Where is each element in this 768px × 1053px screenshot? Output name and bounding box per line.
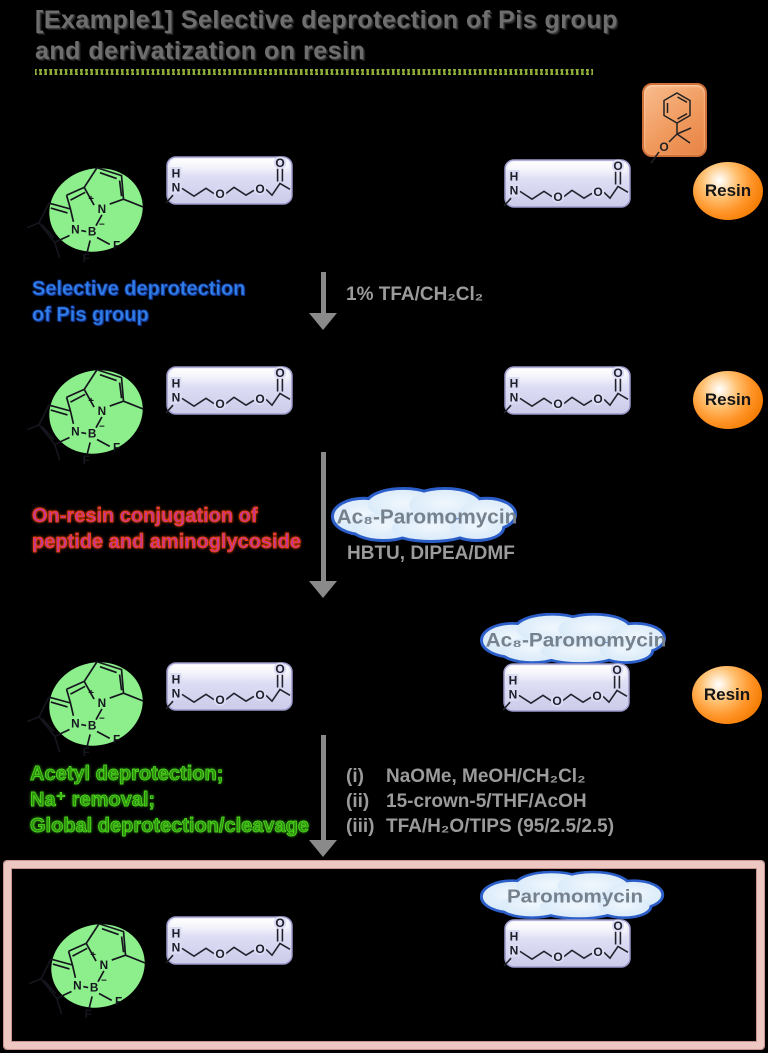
page-title-line2: and derivatization on resin	[35, 37, 366, 65]
step1-reagent: 1% TFA/CH₂Cl₂	[346, 284, 484, 305]
peg-linker-box	[166, 662, 293, 711]
atom-n: N	[509, 183, 519, 198]
atom-f: F	[82, 746, 90, 760]
atom-h: H	[508, 673, 518, 688]
ac8-paromomycin-cloud	[477, 611, 675, 664]
linker-box-gloss	[508, 922, 627, 939]
atom-n: N	[71, 425, 80, 439]
atom-h: H	[171, 376, 181, 391]
atom-b: B	[87, 719, 97, 733]
atom-h: H	[171, 672, 181, 687]
page-title-line1: [Example1] Selective deprotection of Pis group	[35, 6, 618, 34]
atom-o: O	[255, 688, 265, 703]
ac8-paromomycin-cloud	[328, 485, 526, 542]
atom-h: H	[509, 169, 519, 184]
peg-linker-box	[503, 663, 630, 712]
title-underline	[35, 69, 593, 75]
cloud-label: Ac₈-Paromomycin	[485, 630, 667, 652]
step2-label-line1: On-resin conjugation of	[32, 505, 258, 527]
atom-n: N	[509, 943, 519, 958]
condition-text: TFA/H₂O/TIPS (95/2.5/2.5)	[386, 816, 615, 837]
minus-charge: −	[99, 713, 105, 725]
linker-box-gloss	[507, 666, 626, 683]
plus-charge: +	[88, 194, 94, 206]
atom-o: O	[613, 365, 623, 380]
condition-number: (i)	[346, 766, 364, 787]
linker-box-gloss	[508, 162, 627, 179]
condition-i	[346, 764, 614, 789]
plus-charge: +	[90, 950, 96, 962]
atom-f: F	[82, 252, 90, 266]
step3-label-line1: Acetyl deprotection;	[30, 763, 224, 785]
bodipy-fluorophore	[36, 910, 161, 1020]
atom-n-plus: N	[97, 202, 107, 216]
linker-box-gloss	[508, 369, 627, 386]
atom-o: O	[593, 392, 603, 407]
atom-n: N	[71, 717, 80, 731]
linker-box-gloss	[170, 159, 289, 176]
resin-label: Resin	[704, 181, 752, 200]
atom-o: O	[275, 365, 285, 380]
atom-n-plus: N	[97, 696, 107, 710]
minus-charge: −	[99, 219, 105, 231]
condition-ii	[346, 789, 614, 814]
linker-box-gloss	[170, 665, 289, 682]
step2-reagent: HBTU, DIPEA/DMF	[347, 543, 515, 564]
resin-label: Resin	[703, 685, 751, 704]
atom-h: H	[171, 166, 181, 181]
atom-o: O	[275, 915, 285, 930]
minus-charge: −	[99, 421, 105, 433]
resin-bead	[692, 666, 762, 724]
atom-o: O	[593, 945, 603, 960]
step1-label-line1: Selective deprotection	[32, 278, 246, 300]
atom-n: N	[73, 979, 82, 993]
atom-o: O	[255, 942, 265, 957]
step3-label-line2: Na⁺ removal;	[30, 789, 156, 811]
atom-o: O	[553, 950, 563, 965]
atom-o: O	[659, 140, 669, 154]
atom-o: O	[592, 689, 602, 704]
cloud-label: Paromomycin	[506, 886, 644, 908]
bodipy-fluorophore	[34, 356, 159, 466]
peg-linker-box	[504, 366, 631, 415]
atom-o: O	[612, 662, 622, 677]
step3-label	[30, 761, 309, 839]
atom-n: N	[509, 390, 519, 405]
plus-charge: +	[88, 396, 94, 408]
minus-charge: −	[101, 975, 107, 987]
resin-bead	[693, 162, 763, 220]
peg-linker-box	[504, 159, 631, 208]
linker-box-gloss	[170, 369, 289, 386]
atom-b: B	[87, 225, 97, 239]
atom-n: N	[508, 687, 518, 702]
atom-o: O	[255, 182, 265, 197]
atom-o: O	[613, 158, 623, 173]
condition-text: NaOMe, MeOH/CH₂Cl₂	[386, 766, 586, 787]
atom-o: O	[275, 661, 285, 676]
reaction-arrow-3	[309, 735, 337, 857]
bodipy-fluorophore	[34, 648, 159, 758]
atom-o: O	[215, 187, 225, 202]
paromomycin-cloud	[477, 869, 673, 919]
atom-n-plus: N	[97, 404, 107, 418]
step1-label-line2: of Pis group	[32, 304, 149, 326]
condition-number: (ii)	[346, 791, 370, 812]
atom-o: O	[275, 155, 285, 170]
pis-structure-bonds	[651, 93, 691, 163]
arrow-head-icon	[309, 840, 337, 857]
atom-n: N	[171, 940, 181, 955]
peg-linker-box	[166, 916, 293, 965]
atom-h: H	[171, 926, 181, 941]
step2-label-line2: peptide and aminoglycoside	[32, 531, 301, 553]
resin-label: Resin	[704, 390, 752, 409]
peg-linker-box	[166, 366, 293, 415]
atom-f: F	[113, 441, 121, 455]
atom-o: O	[593, 185, 603, 200]
condition-number: (iii)	[346, 816, 375, 837]
linker-box-gloss	[170, 919, 289, 936]
atom-o: O	[552, 694, 562, 709]
condition-iii	[346, 814, 614, 839]
condition-text: 15-crown-5/THF/AcOH	[386, 791, 587, 812]
atom-n: N	[71, 223, 80, 237]
plus-charge: +	[88, 688, 94, 700]
atom-o: O	[215, 397, 225, 412]
pis-protecting-group	[642, 83, 707, 157]
arrow-head-icon	[309, 581, 337, 598]
atom-n: N	[171, 390, 181, 405]
atom-f: F	[113, 733, 121, 747]
atom-n: N	[171, 686, 181, 701]
atom-o: O	[215, 693, 225, 708]
atom-f: F	[82, 454, 90, 468]
atom-f: F	[113, 239, 121, 253]
atom-o: O	[553, 190, 563, 205]
peg-linker-box	[504, 919, 631, 968]
atom-n-plus: N	[99, 958, 109, 972]
atom-h: H	[509, 376, 519, 391]
peg-linker-box	[166, 156, 293, 205]
step1-label	[32, 276, 245, 328]
step3-label-line3: Global deprotection/cleavage	[30, 815, 309, 837]
atom-h: H	[509, 929, 519, 944]
atom-o: O	[553, 397, 563, 412]
atom-o: O	[255, 392, 265, 407]
atom-f: F	[84, 1008, 92, 1022]
arrow-head-icon	[309, 313, 337, 330]
step2-label	[32, 503, 301, 555]
atom-o: O	[215, 947, 225, 962]
cloud-label: Ac₈-Paromomycin	[336, 505, 518, 529]
resin-bead	[693, 371, 763, 429]
bodipy-fluorophore	[34, 154, 159, 264]
atom-b: B	[87, 427, 97, 441]
atom-o: O	[613, 918, 623, 933]
reaction-arrow-1	[309, 272, 337, 330]
atom-b: B	[89, 981, 99, 995]
step3-conditions	[346, 764, 614, 839]
atom-f: F	[115, 995, 123, 1009]
atom-n: N	[171, 180, 181, 195]
